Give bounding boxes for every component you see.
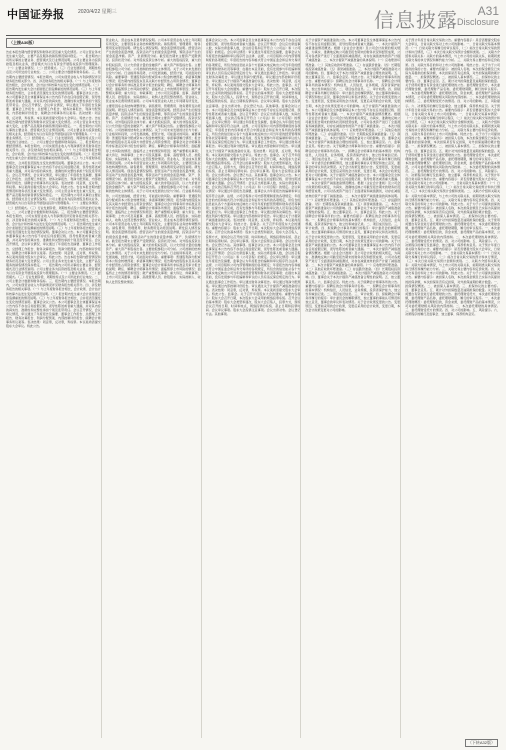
issue-date: 2020/4/22 星期三 — [78, 9, 117, 15]
column-text: 关于预计年度日常关联交易的公告。重要内容提示：是否需要提交股东大会审议，日常关联交易对上市公司的影响。一、日常关联交易基本情况：（一）日常关联交易履行的审议程序，（二）前次日常关联交易的预计和执行情况，（三）本次日常关联交易预计金额和类别。二、关联方介绍和关联关系：关联方的基本情况，与上市公司的关联关系，前期同类关联交易的执行情况和履约能力分析。三、关联交易主要内容和定价政策。四、关联交易目的和对上市公司的影响。特此公告。关于为子公司提供担保的公告。重要内容提示：被担保人名称，本次担保金额及已实际为其提供的担保余额，本次担保是否有反担保，对外担保逾期的累计数量。一、担保情况概述。二、被担保人基本情况。三、担保协议的主要内容。四、董事会意见。五、累计对外担保数量及逾期担保的数量。关于使用闲置自有资金进行委托理财的公告。委托理财受托方，本次委托理财金额，委托理财产品名称，委托理财期限，履行的审议程序。一、本次委托理财概况：委托理财目的，资金来源，委托理财产品的基本情况，公司对委托理财相关风险的内部控制。二、本次委托理财的具体情况。三、委托理财受托方的情况。四、对公司的影响。五、风险提示。六、决策程序的履行及监事会、独立董事、保荐机构意见。关于预计年度日常关联交易的公告。重要内容提示：是否需要提交股东大会审议，日常关联交易对上市公司的影响。一、日常关联交易基本情况：（一）日常关联交易履行的审议程序，（二）前次日常关联交易的预计和执行情况，（三）本次日常关联交易预计金额和类别。二、关联方介绍和关联关系：关联方的基本情况，与上市公司的关联关系，前期同类关联交易的执行情况和履约能力分析。三、关联交易主要内容和定价政策。四、关联交易目的和对上市公司的影响。特此公告。关于为子公司提供担保的公告。重要内容提示：被担保人名称，本次担保金额及已实际为其提供的担保余额，本次担保是否有反担保，对外担保逾期的累计数量。一、担保情况概述。二、被担保人基本情况。三、担保协议的主要内容。四、董事会意见。五、累计对外担保数量及逾期担保的数量。关于使用闲置自有资金进行委托理财的公告。委托理财受托方，本次委托理财金额，委托理财产品名称，委托理财期限，履行的审议程序。一、本次委托理财概况：委托理财目的，资金来源，委托理财产品的基本情况，公司对委托理财相关风险的内部控制。二、本次委托理财的具体情况。三、委托理财受托方的情况。四、对公司的影响。五、风险提示。六、决策程序的履行及监事会、独立董事、保荐机构意见。关于预计年度日常关联交易的公告。重要内容提示：是否需要提交股东大会审议，日常关联交易对上市公司的影响。一、日常关联交易基本情况：（一）日常关联交易履行的审议程序，（二）前次日常关联交易的预计和执行情况，（三）本次日常关联交易预计金额和类别。二、关联方介绍和关联关系：关联方的基本情况，与上市公司的关联关系，前期同类关联交易的执行情况和履约能力分析。三、关联交易主要内容和定价政策。四、关联交易目的和对上市公司的影响。特此公告。关于为子公司提供担保的公告。重要内容提示：被担保人名称，本次担保金额及已实际为其提供的担保余额，本次担保是否有反担保，对外担保逾期的累计数量。一、担保情况概述。二、被担保人基本情况。三、担保协议的主要内容。四、董事会意见。五、累计对外担保数量及逾期担保的数量。关于使用闲置自有资金进行委托理财的公告。委托理财受托方，本次委托理财金额，委托理财产品名称，委托理财期限，履行的审议程序。一、本次委托理财概况：委托理财目的，资金来源，委托理财产品的基本情况，公司对委托理财相关风险的内部控制。二、本次委托理财的具体情况。三、委托理财受托方的情况。四、对公司的影响。五、风险提示。六、决策程序的履行及监事会、独立董事、保荐机构意见。关于预计年度日常关联交易的公告。重要内容提示：是否需要提交股东大会审议，日常关联交易对上市公司的影响。一、日常关联交易基本情况：（一）日常关联交易履行的审议程序，（二）前次日常关联交易的预计和执行情况，（三）本次日常关联交易预计金额和类别。二、关联方介绍和关联关系：关联方的基本情况，与上市公司的关联关系，前期同类关联交易的执行情况和履约能力分析。三、关联交易主要内容和定价政策。四、关联交易目的和对上市公司的影响。特此公告。关于为子公司提供担保的公告。重要内容提示：被担保人名称，本次担保金额及已实际为其提供的担保余额，本次担保是否有反担保，对外担保逾期的累计数量。一、担保情况概述。二、被担保人基本情况。三、担保协议的主要内容。四、董事会意见。五、累计对外担保数量及逾期担保的数量。关于使用闲置自有资金进行委托理财的公告。委托理财受托方，本次委托理财金额，委托理财产品名称，委托理财期限，履行的审议程序。一、本次委托理财概况：委托理财目的，资金来源，委托理财产品的基本情况，公司对委托理财相关风险的内部控制。二、本次委托理财的具体情况。三、委托理财受托方的情况。四、对公司的影响。五、风险提示。六、决策程序的履行及监事会、独立董事、保荐机构意见。 — [405, 38, 500, 317]
section-title-en: Disclosure — [456, 17, 499, 27]
column-text: 营业收入、营业成本及费用情况说明。公司本年度营业收入较上年同期有所变化，主要原因系业务结构调整所致。销售费用、管理费用、财务费用变动原因说明。研发投入情况说明。现金流量情况说明。经营活动产生的现金流量净额，投资活动产生的现金流量净额，筹资活动产生的现金流量净额。资产、负债情况分析。截至报告期末主要资产受限情况。投资状况分析。对外股权投资总体分析。重大的股权投资，重大的非股权投资，以公允价值计量的金融资产。重大资产和股权出售。主要控股参股公司分析。公司控制的结构化主体情况。关于公司未来发展的讨论与分析。行业格局和趋势，公司发展战略，经营计划，可能面对的风险。重要事项：普通股利润分配或资本公积金转增预案；承诺事项履行情况；报告期内控股股东及其关联方非经营性占用资金情况；董事会对会计师事务所非标准意见审计报告的说明；聘任、解聘会计师事务所情况；面临暂停上市风险的情况；面临终止上市的情况和原因；破产重整相关事项；重大诉讼、仲裁事项；上市公司及其董事、监事、高级管理人员、控股股东、实际控制人、收购人处罚及整改情况。营业收入、营业成本及费用情况说明。公司本年度营业收入较上年同期有所变化，主要原因系业务结构调整所致。销售费用、管理费用、财务费用变动原因说明。研发投入情况说明。现金流量情况说明。经营活动产生的现金流量净额，投资活动产生的现金流量净额，筹资活动产生的现金流量净额。资产、负债情况分析。截至报告期末主要资产受限情况。投资状况分析。对外股权投资总体分析。重大的股权投资，重大的非股权投资，以公允价值计量的金融资产。重大资产和股权出售。主要控股参股公司分析。公司控制的结构化主体情况。关于公司未来发展的讨论与分析。行业格局和趋势，公司发展战略，经营计划，可能面对的风险。重要事项：普通股利润分配或资本公积金转增预案；承诺事项履行情况；报告期内控股股东及其关联方非经营性占用资金情况；董事会对会计师事务所非标准意见审计报告的说明；聘任、解聘会计师事务所情况；面临暂停上市风险的情况；面临终止上市的情况和原因；破产重整相关事项；重大诉讼、仲裁事项；上市公司及其董事、监事、高级管理人员、控股股东、实际控制人、收购人处罚及整改情况。营业收入、营业成本及费用情况说明。公司本年度营业收入较上年同期有所变化，主要原因系业务结构调整所致。销售费用、管理费用、财务费用变动原因说明。研发投入情况说明。现金流量情况说明。经营活动产生的现金流量净额，投资活动产生的现金流量净额，筹资活动产生的现金流量净额。资产、负债情况分析。截至报告期末主要资产受限情况。投资状况分析。对外股权投资总体分析。重大的股权投资，重大的非股权投资，以公允价值计量的金融资产。重大资产和股权出售。主要控股参股公司分析。公司控制的结构化主体情况。关于公司未来发展的讨论与分析。行业格局和趋势，公司发展战略，经营计划，可能面对的风险。重要事项：普通股利润分配或资本公积金转增预案；承诺事项履行情况；报告期内控股股东及其关联方非经营性占用资金情况；董事会对会计师事务所非标准意见审计报告的说明；聘任、解聘会计师事务所情况；面临暂停上市风险的情况；面临终止上市的情况和原因；破产重整相关事项；重大诉讼、仲裁事项；上市公司及其董事、监事、高级管理人员、控股股东、实际控制人、收购人处罚及整改情况。营业收入、营业成本及费用情况说明。公司本年度营业收入较上年同期有所变化，主要原因系业务结构调整所致。销售费用、管理费用、财务费用变动原因说明。研发投入情况说明。现金流量情况说明。经营活动产生的现金流量净额，投资活动产生的现金流量净额，筹资活动产生的现金流量净额。资产、负债情况分析。截至报告期末主要资产受限情况。投资状况分析。对外股权投资总体分析。重大的股权投资，重大的非股权投资，以公允价值计量的金融资产。重大资产和股权出售。主要控股参股公司分析。公司控制的结构化主体情况。关于公司未来发展的讨论与分析。行业格局和趋势，公司发展战略，经营计划，可能面对的风险。重要事项：普通股利润分配或资本公积金转增预案；承诺事项履行情况；报告期内控股股东及其关联方非经营性占用资金情况；董事会对会计师事务所非标准意见审计报告的说明；聘任、解聘会计师事务所情况；面临暂停上市风险的情况；面临终止上市的情况和原因；破产重整相关事项；重大诉讼、仲裁事项；上市公司及其董事、监事、高级管理人员、控股股东、实际控制人、收购人处罚及整改情况。 — [105, 38, 201, 284]
continued-from-label: （上接A30版） — [6, 38, 101, 48]
column-text: 关于计提资产减值准备的公告。本公司董事会及全体董事保证本公告内容不存在任何虚假记载、误导性陈述或者重大遗漏。一、本次计提资产减值准备情况概述。根据《企业会计准则》及公司会计政策的相关规定，为真实、准确地反映公司截至报告期末的财务状况和经营成果，公司对各类资产进行了全面清查和减值测试，对存在减值迹象的资产计提了减值准备。二、本次计提资产减值准备的具体说明。（一）应收账款坏账准备。（二）其他应收款坏账准备。（三）存货跌价准备。（四）长期股权投资减值准备。（五）商誉减值准备。三、本次计提资产减值准备对公司的影响。四、董事会关于本次计提资产减值准备合理性的说明。五、独立董事意见。六、监事会意见。特此公告。关于续聘会计师事务所的公告。重要内容提示：拟聘任的会计师事务所名称。一、拟聘任会计师事务所的基本情况：机构信息，人员信息，业务规模，投资者保护能力，独立性和诚信记录。二、项目成员信息。三、审计收费。四、拟续聘会计事务所履行的程序：审计委员会的履职情况，独立董事的事前认可情况和独立意见，董事会的审议和表决情况。关于会计政策变更的公告。变更原因，变更前采用的会计政策，变更后采用的会计政策，变更日期，本次会计政策变更对公司的影响。关于计提资产减值准备的公告。本公司董事会及全体董事保证本公告内容不存在任何虚假记载、误导性陈述或者重大遗漏。一、本次计提资产减值准备情况概述。根据《企业会计准则》及公司会计政策的相关规定，为真实、准确地反映公司截至报告期末的财务状况和经营成果，公司对各类资产进行了全面清查和减值测试，对存在减值迹象的资产计提了减值准备。二、本次计提资产减值准备的具体说明。（一）应收账款坏账准备。（二）其他应收款坏账准备。（三）存货跌价准备。（四）长期股权投资减值准备。（五）商誉减值准备。三、本次计提资产减值准备对公司的影响。四、董事会关于本次计提资产减值准备合理性的说明。五、独立董事意见。六、监事会意见。特此公告。关于续聘会计师事务所的公告。重要内容提示：拟聘任的会计师事务所名称。一、拟聘任会计师事务所的基本情况：机构信息，人员信息，业务规模，投资者保护能力，独立性和诚信记录。二、项目成员信息。三、审计收费。四、拟续聘会计事务所履行的程序：审计委员会的履职情况，独立董事的事前认可情况和独立意见，董事会的审议和表决情况。关于会计政策变更的公告。变更原因，变更前采用的会计政策，变更后采用的会计政策，变更日期，本次会计政策变更对公司的影响。关于计提资产减值准备的公告。本公司董事会及全体董事保证本公告内容不存在任何虚假记载、误导性陈述或者重大遗漏。一、本次计提资产减值准备情况概述。根据《企业会计准则》及公司会计政策的相关规定，为真实、准确地反映公司截至报告期末的财务状况和经营成果，公司对各类资产进行了全面清查和减值测试，对存在减值迹象的资产计提了减值准备。二、本次计提资产减值准备的具体说明。（一）应收账款坏账准备。（二）其他应收款坏账准备。（三）存货跌价准备。（四）长期股权投资减值准备。（五）商誉减值准备。三、本次计提资产减值准备对公司的影响。四、董事会关于本次计提资产减值准备合理性的说明。五、独立董事意见。六、监事会意见。特此公告。关于续聘会计师事务所的公告。重要内容提示：拟聘任的会计师事务所名称。一、拟聘任会计师事务所的基本情况：机构信息，人员信息，业务规模，投资者保护能力，独立性和诚信记录。二、项目成员信息。三、审计收费。四、拟续聘会计事务所履行的程序：审计委员会的履职情况，独立董事的事前认可情况和独立意见，董事会的审议和表决情况。关于会计政策变更的公告。变更原因，变更前采用的会计政策，变更后采用的会计政策，变更日期，本次会计政策变更对公司的影响。关于计提资产减值准备的公告。本公司董事会及全体董事保证本公告内容不存在任何虚假记载、误导性陈述或者重大遗漏。一、本次计提资产减值准备情况概述。根据《企业会计准则》及公司会计政策的相关规定，为真实、准确地反映公司截至报告期末的财务状况和经营成果，公司对各类资产进行了全面清查和减值测试，对存在减值迹象的资产计提了减值准备。二、本次计提资产减值准备的具体说明。（一）应收账款坏账准备。（二）其他应收款坏账准备。（三）存货跌价准备。（四）长期股权投资减值准备。（五）商誉减值准备。三、本次计提资产减值准备对公司的影响。四、董事会关于本次计提资产减值准备合理性的说明。五、独立董事意见。六、监事会意见。特此公告。关于续聘会计师事务所的公告。重要内容提示：拟聘任的会计师事务所名称。一、拟聘任会计师事务所的基本情况：机构信息，人员信息，业务规模，投资者保护能力，独立性和诚信记录。二、项目成员信息。三、审计收费。四、拟续聘会计事务所履行的程序：审计委员会的履职情况，独立董事的事前认可情况和独立意见，董事会的审议和表决情况。关于会计政策变更的公告。变更原因，变更前采用的会计政策，变更后采用的会计政策，变更日期，本次会计政策变更对公司的影响。 — [305, 38, 401, 313]
column-4 — [305, 38, 401, 738]
column-3 — [206, 38, 302, 738]
section-title: 信息披露 — [374, 8, 458, 32]
column-1 — [6, 38, 102, 738]
column-2 — [106, 38, 202, 738]
column-text: 监事会决议公告。本公司监事会及全体监事保证本公告内容不存在任何虚假记载、误导性陈述或者重大遗漏。会议召开情况：会议应出席监事人数，实际出席监事人数，会议的召集和召开符合《公司法》和《公司章程》的规定。会议审议情况：审议通过年度报告及摘要，监事会认为年度报告的编制和审议程序符合法律、法规、公司章程和公司内部管理制度的各项规定；年度报告的内容和格式符合中国证监会和证券交易所的各项规定，所包含的信息能从各个方面真实地反映出公司当年度的经营管理和财务状况等事项；在提出本意见前，没有发现参与年报编制和审议的人员有违反保密规定的行为。审议通过监事会工作报告。审议通过财务决算报告。审议通过利润分配预案。审议通过内部控制评价报告。审议通过关于计提资产减值准备的议案。表决结果：同意票，反对票，弃权票。本议案尚需提交股东大会审议。特此公告。监事会。关于召开年度股东大会的通知。重要内容提示：股东大会召开日期，本次股东大会采用的网络投票系统。召开会议的基本情况：股东大会类型和届次，股东大会召集人，投票方式，现场会议召开的日期、时间和地点，网络投票的系统、起止日期和投票时间。会议审议事项。股东大会投票注意事项。会议出席对象。会议登记方法。其他事项。监事会决议公告。本公司监事会及全体监事保证本公告内容不存在任何虚假记载、误导性陈述或者重大遗漏。会议召开情况：会议应出席监事人数，实际出席监事人数，会议的召集和召开符合《公司法》和《公司章程》的规定。会议审议情况：审议通过年度报告及摘要，监事会认为年度报告的编制和审议程序符合法律、法规、公司章程和公司内部管理制度的各项规定；年度报告的内容和格式符合中国证监会和证券交易所的各项规定，所包含的信息能从各个方面真实地反映出公司当年度的经营管理和财务状况等事项；在提出本意见前，没有发现参与年报编制和审议的人员有违反保密规定的行为。审议通过监事会工作报告。审议通过财务决算报告。审议通过利润分配预案。审议通过内部控制评价报告。审议通过关于计提资产减值准备的议案。表决结果：同意票，反对票，弃权票。本议案尚需提交股东大会审议。特此公告。监事会。关于召开年度股东大会的通知。重要内容提示：股东大会召开日期，本次股东大会采用的网络投票系统。召开会议的基本情况：股东大会类型和届次，股东大会召集人，投票方式，现场会议召开的日期、时间和地点，网络投票的系统、起止日期和投票时间。会议审议事项。股东大会投票注意事项。会议出席对象。会议登记方法。其他事项。监事会决议公告。本公司监事会及全体监事保证本公告内容不存在任何虚假记载、误导性陈述或者重大遗漏。会议召开情况：会议应出席监事人数，实际出席监事人数，会议的召集和召开符合《公司法》和《公司章程》的规定。会议审议情况：审议通过年度报告及摘要，监事会认为年度报告的编制和审议程序符合法律、法规、公司章程和公司内部管理制度的各项规定；年度报告的内容和格式符合中国证监会和证券交易所的各项规定，所包含的信息能从各个方面真实地反映出公司当年度的经营管理和财务状况等事项；在提出本意见前，没有发现参与年报编制和审议的人员有违反保密规定的行为。审议通过监事会工作报告。审议通过财务决算报告。审议通过利润分配预案。审议通过内部控制评价报告。审议通过关于计提资产减值准备的议案。表决结果：同意票，反对票，弃权票。本议案尚需提交股东大会审议。特此公告。监事会。关于召开年度股东大会的通知。重要内容提示：股东大会召开日期，本次股东大会采用的网络投票系统。召开会议的基本情况：股东大会类型和届次，股东大会召集人，投票方式，现场会议召开的日期、时间和地点，网络投票的系统、起止日期和投票时间。会议审议事项。股东大会投票注意事项。会议出席对象。会议登记方法。其他事项。监事会决议公告。本公司监事会及全体监事保证本公告内容不存在任何虚假记载、误导性陈述或者重大遗漏。会议召开情况：会议应出席监事人数，实际出席监事人数，会议的召集和召开符合《公司法》和《公司章程》的规定。会议审议情况：审议通过年度报告及摘要，监事会认为年度报告的编制和审议程序符合法律、法规、公司章程和公司内部管理制度的各项规定；年度报告的内容和格式符合中国证监会和证券交易所的各项规定，所包含的信息能从各个方面真实地反映出公司当年度的经营管理和财务状况等事项；在提出本意见前，没有发现参与年报编制和审议的人员有违反保密规定的行为。审议通过监事会工作报告。审议通过财务决算报告。审议通过利润分配预案。审议通过内部控制评价报告。审议通过关于计提资产减值准备的议案。表决结果：同意票，反对票，弃权票。本议案尚需提交股东大会审议。特此公告。监事会。关于召开年度股东大会的通知。重要内容提示：股东大会召开日期，本次股东大会采用的网络投票系统。召开会议的基本情况：股东大会类型和届次，股东大会召集人，投票方式，现场会议召开的日期、时间和地点，网络投票的系统、起止日期和投票时间。会议审议事项。股东大会投票注意事项。会议出席对象。会议登记方法。其他事项。 — [205, 38, 301, 317]
newspaper-logo: 中国证券报 — [7, 8, 65, 21]
column-text: 告在本报告期内经营情况和财务状况及重大变化情况。公司主营业务未发生重大变化，主要产品及服务的销售情况保持稳定。一、报告期内公司所从事的主要业务、经营模式及行业情况说明。公司主要业务为投资控股及相关业务，经营模式为以自有资金开展股权投资与管理服务。（一）主要业务情况。（二）经营模式。（三）行业发展阶段、周期性特点及公司所处的行业地位。二、公司主要会计数据和财务指标。三、报告期内主要经营情况。本报告期内，公司实现营业收入与利润情况详见财务报告相关部分。四、涉及财务报告的相关事项。（一）与上年度财务报告相比，会计政策、会计估计和核算方法发生变化的情况说明。（二）报告期内发生重大会计差错更正需追溯重述的情况说明。（三）与上年度财务报告相比，合并报表范围发生变化的情况说明。董事会决议公告。本公司董事会及全体董事保证本公告内容不存在任何虚假记载、误导性陈述或者重大遗漏，并对其内容的真实性、准确性和完整性承担个别及连带责任。会议召开情况，会议审议情况，审议通过了年度报告及摘要、董事会工作报告、总经理工作报告、财务决算报告、利润分配预案、内部控制评价报告、续聘会计师事务所议案等。表决结果：同意票，反对票，弃权票。本议案尚需提交股东大会审议。特此公告。告在本报告期内经营情况和财务状况及重大变化情况。公司主营业务未发生重大变化，主要产品及服务的销售情况保持稳定。一、报告期内公司所从事的主要业务、经营模式及行业情况说明。公司主要业务为投资控股及相关业务，经营模式为以自有资金开展股权投资与管理服务。（一）主要业务情况。（二）经营模式。（三）行业发展阶段、周期性特点及公司所处的行业地位。二、公司主要会计数据和财务指标。三、报告期内主要经营情况。本报告期内，公司实现营业收入与利润情况详见财务报告相关部分。四、涉及财务报告的相关事项。（一）与上年度财务报告相比，会计政策、会计估计和核算方法发生变化的情况说明。（二）报告期内发生重大会计差错更正需追溯重述的情况说明。（三）与上年度财务报告相比，合并报表范围发生变化的情况说明。董事会决议公告。本公司董事会及全体董事保证本公告内容不存在任何虚假记载、误导性陈述或者重大遗漏，并对其内容的真实性、准确性和完整性承担个别及连带责任。会议召开情况，会议审议情况，审议通过了年度报告及摘要、董事会工作报告、总经理工作报告、财务决算报告、利润分配预案、内部控制评价报告、续聘会计师事务所议案等。表决结果：同意票，反对票，弃权票。本议案尚需提交股东大会审议。特此公告。告在本报告期内经营情况和财务状况及重大变化情况。公司主营业务未发生重大变化，主要产品及服务的销售情况保持稳定。一、报告期内公司所从事的主要业务、经营模式及行业情况说明。公司主要业务为投资控股及相关业务，经营模式为以自有资金开展股权投资与管理服务。（一）主要业务情况。（二）经营模式。（三）行业发展阶段、周期性特点及公司所处的行业地位。二、公司主要会计数据和财务指标。三、报告期内主要经营情况。本报告期内，公司实现营业收入与利润情况详见财务报告相关部分。四、涉及财务报告的相关事项。（一）与上年度财务报告相比，会计政策、会计估计和核算方法发生变化的情况说明。（二）报告期内发生重大会计差错更正需追溯重述的情况说明。（三）与上年度财务报告相比，合并报表范围发生变化的情况说明。董事会决议公告。本公司董事会及全体董事保证本公告内容不存在任何虚假记载、误导性陈述或者重大遗漏，并对其内容的真实性、准确性和完整性承担个别及连带责任。会议召开情况，会议审议情况，审议通过了年度报告及摘要、董事会工作报告、总经理工作报告、财务决算报告、利润分配预案、内部控制评价报告、续聘会计师事务所议案等。表决结果：同意票，反对票，弃权票。本议案尚需提交股东大会审议。特此公告。告在本报告期内经营情况和财务状况及重大变化情况。公司主营业务未发生重大变化，主要产品及服务的销售情况保持稳定。一、报告期内公司所从事的主要业务、经营模式及行业情况说明。公司主要业务为投资控股及相关业务，经营模式为以自有资金开展股权投资与管理服务。（一）主要业务情况。（二）经营模式。（三）行业发展阶段、周期性特点及公司所处的行业地位。二、公司主要会计数据和财务指标。三、报告期内主要经营情况。本报告期内，公司实现营业收入与利润情况详见财务报告相关部分。四、涉及财务报告的相关事项。（一）与上年度财务报告相比，会计政策、会计估计和核算方法发生变化的情况说明。（二）报告期内发生重大会计差错更正需追溯重述的情况说明。（三）与上年度财务报告相比，合并报表范围发生变化的情况说明。董事会决议公告。本公司董事会及全体董事保证本公告内容不存在任何虚假记载、误导性陈述或者重大遗漏，并对其内容的真实性、准确性和完整性承担个别及连带责任。会议召开情况，会议审议情况，审议通过了年度报告及摘要、董事会工作报告、总经理工作报告、财务决算报告、利润分配预案、内部控制评价报告、续聘会计师事务所议案等。表决结果：同意票，反对票，弃权票。本议案尚需提交股东大会审议。特此公告。 — [6, 50, 101, 329]
masthead — [0, 0, 506, 34]
page-number: A31 — [477, 4, 499, 18]
article-columns — [6, 38, 500, 738]
continued-to-label: （下转A32版） — [465, 739, 498, 747]
column-5 — [405, 38, 500, 738]
header-divider — [6, 35, 500, 36]
